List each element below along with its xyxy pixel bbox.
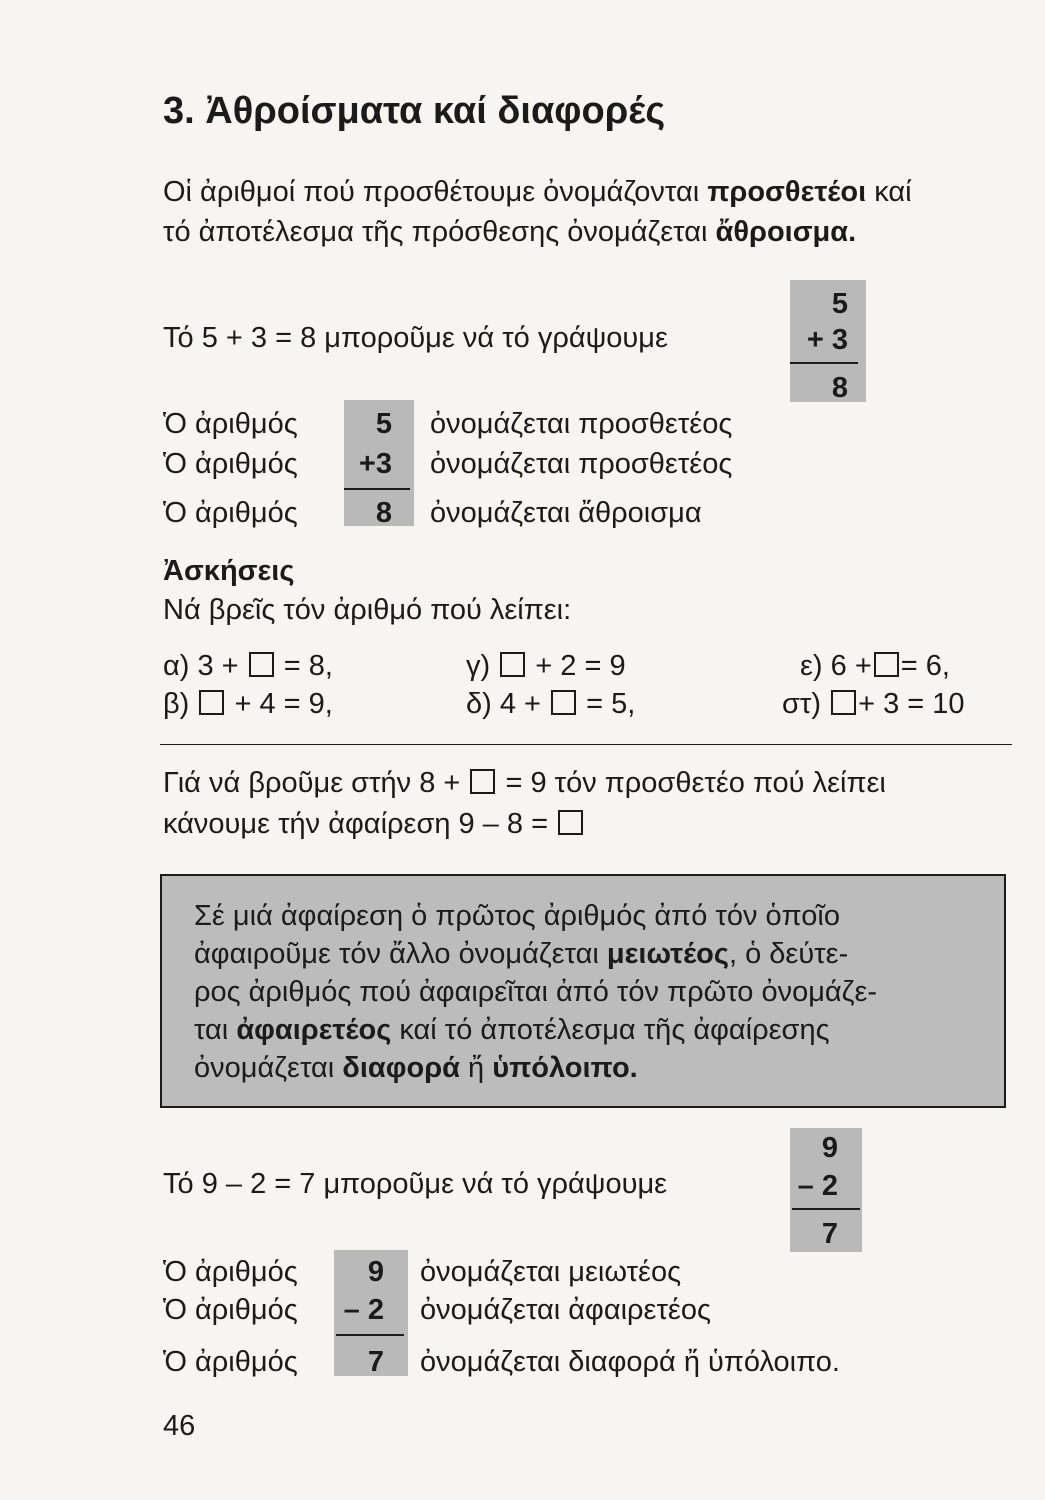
definition-text: ὀνομάζεται [194, 1052, 343, 1084]
sub-row-2-label: Ὁ ἀριθμός [163, 1294, 298, 1326]
intro-line-1 [163, 176, 912, 209]
missing-line-2 [163, 808, 585, 841]
exercise-text: = 5, [586, 688, 636, 720]
add-terms-rule [344, 488, 410, 490]
exercise-a [163, 650, 333, 683]
add-row-2-value: +3 [358, 448, 392, 480]
answer-box[interactable] [874, 652, 899, 677]
page-title: 3. Ἀθροίσματα καί διαφορές [163, 90, 666, 132]
sub-row-3-desc: ὀνομάζεται διαφορά ἤ ὑπόλοιπο. [420, 1346, 840, 1378]
answer-box[interactable] [470, 769, 495, 794]
term-addends: προσθετέοι [707, 176, 867, 208]
definition-box [160, 874, 1006, 1108]
term-remainder: ὑπόλοιπο. [492, 1052, 638, 1084]
exercise-label: γ) [466, 650, 491, 682]
add-row-1-desc: ὀνομάζεται προσθετέος [430, 408, 733, 440]
term-minuend: μειωτέος [606, 938, 729, 970]
exercise-st [782, 688, 965, 721]
definition-line-2 [194, 938, 848, 971]
sub-row-3-label: Ὁ ἀριθμός [163, 1346, 298, 1378]
exercise-text: + 4 = 9, [234, 688, 333, 720]
add-row-3-value: 8 [375, 497, 392, 529]
intro-line-2 [163, 216, 856, 249]
missing-line-1 [163, 767, 886, 800]
exercise-text: 3 + [197, 650, 239, 682]
missing-text: κάνουμε τήν ἀφαίρεση 9 – 8 = [163, 808, 549, 840]
addition-col-top: 5 [831, 288, 848, 320]
addition-col-rule [790, 362, 858, 364]
exercise-e [800, 650, 950, 683]
answer-box[interactable] [500, 652, 525, 677]
sub-row-1-desc: ὀνομάζεται μειωτέος [420, 1256, 682, 1288]
exercise-b [163, 688, 333, 721]
addition-col-mid: + 3 [806, 324, 848, 356]
definition-line-3: ρος ἀριθμός πού ἀφαιρεῖται ἀπό τόν πρῶτο ὀνομάζε- [194, 976, 878, 1008]
exercise-label: β) [163, 688, 190, 720]
add-row-2-desc: ὀνομάζεται προσθετέος [430, 448, 733, 480]
definition-line-1: Σέ μιά ἀφαίρεση ὁ πρῶτος ἀριθμός ἀπό τόν ὁποῖο [194, 900, 840, 932]
add-row-2-label: Ὁ ἀριθμός [163, 448, 298, 480]
exercise-label: α) [163, 650, 190, 682]
sub-row-3-value: 7 [367, 1346, 384, 1378]
intro-text: τό ἀποτέλεσμα τῆς πρόσθεσης ὀνομάζεται [163, 216, 716, 248]
sub-row-1-value: 9 [367, 1256, 384, 1288]
subtraction-col-mid: – 2 [797, 1170, 838, 1202]
answer-box[interactable] [199, 690, 224, 715]
definition-text: ἤ [459, 1052, 493, 1084]
subtraction-col-rule [792, 1208, 860, 1210]
addition-col-result: 8 [831, 372, 848, 404]
exercise-text: 4 + [499, 688, 541, 720]
intro-text: καί [866, 176, 912, 208]
sub-row-2-value: – 2 [343, 1294, 384, 1326]
definition-text: ἀφαιροῦμε τόν ἄλλο ὀνομάζεται [194, 938, 607, 970]
term-subtrahend: ἀφαιρετέος [236, 1014, 392, 1046]
add-row-3-label: Ὁ ἀριθμός [163, 497, 298, 529]
exercise-g [466, 650, 626, 683]
section-divider [160, 744, 1012, 745]
add-row-1-value: 5 [375, 408, 392, 440]
subtraction-sentence: Τό 9 – 2 = 7 μποροῦμε νά τό γράψουμε [163, 1168, 668, 1200]
add-row-1-label: Ὁ ἀριθμός [163, 408, 298, 440]
definition-text: ται [194, 1014, 237, 1046]
exercise-text: = 8, [283, 650, 333, 682]
exercise-label: δ) [466, 688, 492, 720]
term-sum: ἄθροισμα. [715, 216, 857, 248]
sub-terms-rule [336, 1334, 404, 1336]
missing-text: = 9 τόν προσθετέο πού λείπει [505, 767, 886, 799]
addition-sentence: Τό 5 + 3 = 8 μποροῦμε νά τό γράψουμε [163, 322, 668, 354]
definition-text: , ὁ δεύτε- [728, 938, 849, 970]
subtraction-col-result: 7 [821, 1218, 838, 1250]
exercise-text: + 3 = 10 [858, 688, 965, 720]
subtraction-col-top: 9 [821, 1132, 838, 1164]
exercise-label: στ) [782, 688, 822, 720]
term-difference: διαφορά [342, 1052, 460, 1084]
definition-line-5 [194, 1052, 638, 1085]
exercises-heading: Ἀσκήσεις [163, 555, 295, 587]
missing-text: Γιά νά βροῦμε στήν 8 + [163, 767, 461, 799]
answer-box[interactable] [249, 652, 274, 677]
answer-box[interactable] [558, 810, 583, 835]
definition-text: καί τό ἀποτέλεσμα τῆς ἀφαίρεσης [391, 1014, 830, 1046]
sub-row-2-desc: ὀνομάζεται ἀφαιρετέος [420, 1294, 711, 1326]
exercise-text: + 2 = 9 [535, 650, 626, 682]
add-row-3-desc: ὀνομάζεται ἄθροισμα [430, 497, 702, 529]
exercises-instruction: Νά βρεῖς τόν ἀριθμό πού λείπει: [163, 594, 572, 626]
exercise-label: ε) [800, 650, 823, 682]
exercise-text: 6 + [830, 650, 872, 682]
intro-text: Οἱ ἀριθμοί πού προσθέτουμε ὀνομάζονται [163, 176, 708, 208]
exercise-d [466, 688, 635, 721]
definition-line-4 [194, 1014, 830, 1047]
answer-box[interactable] [551, 690, 576, 715]
page-number: 46 [163, 1410, 196, 1442]
exercise-text: = 6, [900, 650, 950, 682]
sub-row-1-label: Ὁ ἀριθμός [163, 1256, 298, 1288]
answer-box[interactable] [831, 690, 856, 715]
